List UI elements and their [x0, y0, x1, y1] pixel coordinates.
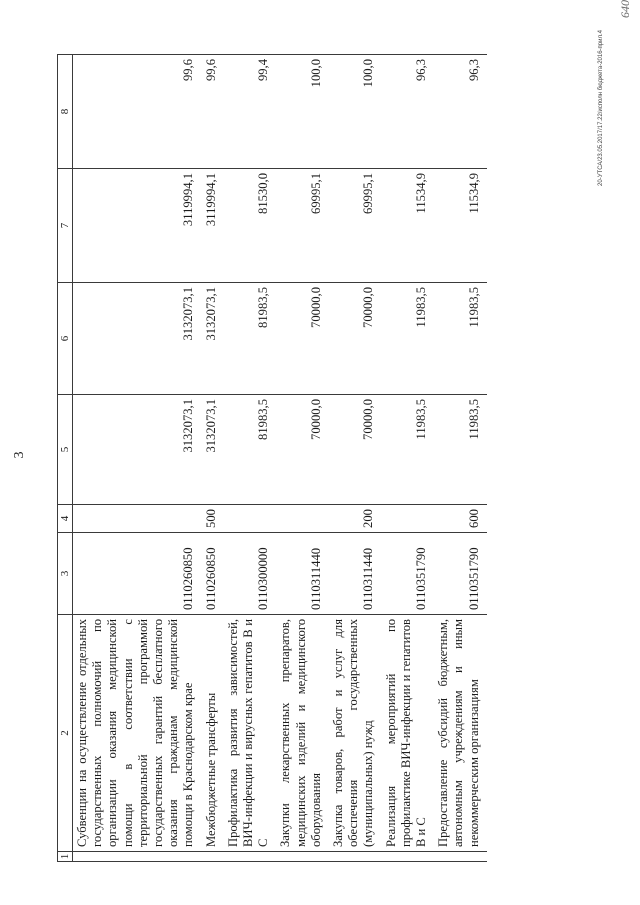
column-number: 5 [58, 395, 73, 505]
row-executed-cell: 11534,9 [382, 169, 435, 283]
column-number: 4 [58, 505, 73, 533]
row-vr-cell: 500 [202, 505, 224, 533]
column-number: 8 [58, 55, 73, 169]
row-approved-cell: 3132073,1 [73, 395, 202, 505]
row-name-cell: Субвенции на осуществление отдельных государственных полномочий по организации оказания медицинской помощи в соответствии с территориальной программой государственных гарантий бесплатного оказания гражданам медицинской помощи в Краснодарском крае [73, 615, 202, 852]
row-col1-cell [73, 852, 202, 862]
row-name-cell: Профилактика развития зависимостей, ВИЧ-инфекции и вирусных гепатитов В и С [224, 615, 277, 852]
table-row [382, 55, 435, 862]
row-approved-cell: 3132073,1 [202, 395, 224, 505]
column-number: 2 [58, 615, 73, 852]
row-col1-cell [276, 852, 329, 862]
row-code-cell: 0110311440 [276, 533, 329, 615]
row-approved-cell: 81983,5 [224, 395, 277, 505]
row-approved-cell: 70000,0 [276, 395, 329, 505]
row-code-cell: 0110300000 [224, 533, 277, 615]
row-approved-cell: 11983,5 [434, 395, 487, 505]
row-plan-cell: 3132073,1 [202, 283, 224, 395]
row-percent-cell: 100,0 [329, 55, 382, 169]
row-vr-cell [382, 505, 435, 533]
row-plan-cell: 81983,5 [224, 283, 277, 395]
row-percent-cell: 99,6 [73, 55, 202, 169]
row-approved-cell: 70000,0 [329, 395, 382, 505]
row-vr-cell: 200 [329, 505, 382, 533]
row-code-cell: 0110351790 [382, 533, 435, 615]
row-executed-cell: 3119994,1 [202, 169, 224, 283]
row-percent-cell: 96,3 [382, 55, 435, 169]
row-col1-cell [224, 852, 277, 862]
row-plan-cell: 70000,0 [276, 283, 329, 395]
row-vr-cell: 600 [434, 505, 487, 533]
footer-note: 20-УТСА/23.05.2017/17.22/исполн бюджета-2016-прил.4 [598, 30, 604, 186]
column-number: 3 [58, 533, 73, 615]
corner-page-number: 640 [618, 0, 632, 18]
column-number: 1 [58, 852, 73, 862]
column-number-row [58, 55, 73, 862]
table-row [73, 55, 202, 862]
row-executed-cell: 69995,1 [329, 169, 382, 283]
table-row [276, 55, 329, 862]
row-code-cell: 0110260850 [202, 533, 224, 615]
row-percent-cell: 99,4 [224, 55, 277, 169]
row-executed-cell: 69995,1 [276, 169, 329, 283]
row-approved-cell: 11983,5 [382, 395, 435, 505]
row-code-cell: 0110351790 [434, 533, 487, 615]
row-code-cell: 0110260850 [73, 533, 202, 615]
row-executed-cell: 81530,0 [224, 169, 277, 283]
row-code-cell: 0110311440 [329, 533, 382, 615]
row-executed-cell: 11534,9 [434, 169, 487, 283]
row-percent-cell: 99,6 [202, 55, 224, 169]
row-percent-cell: 96,3 [434, 55, 487, 169]
row-percent-cell: 100,0 [276, 55, 329, 169]
table-body [58, 55, 487, 862]
row-vr-cell [73, 505, 202, 533]
row-name-cell: Межбюджетные трансферты [202, 615, 224, 852]
row-executed-cell: 3119994,1 [73, 169, 202, 283]
budget-execution-table [57, 54, 487, 862]
row-plan-cell: 11983,5 [434, 283, 487, 395]
column-number: 6 [58, 283, 73, 395]
row-name-cell: Закупка товаров, работ и услуг для обеспечения государственных (муниципальных) нужд [329, 615, 382, 852]
row-name-cell: Реализация мероприятий по профилактике ВИЧ-инфекции и гепатитов В и С [382, 615, 435, 852]
row-vr-cell [276, 505, 329, 533]
table-row [224, 55, 277, 862]
row-vr-cell [224, 505, 277, 533]
table-row [434, 55, 487, 862]
table-row [329, 55, 382, 862]
row-name-cell: Закупки лекарственных препаратов, медицинских изделий и медицинского оборудования [276, 615, 329, 852]
row-plan-cell: 3132073,1 [73, 283, 202, 395]
page-number: 3 [12, 451, 27, 459]
table-row [202, 55, 224, 862]
row-col1-cell [382, 852, 435, 862]
column-number: 7 [58, 169, 73, 283]
row-col1-cell [329, 852, 382, 862]
row-plan-cell: 11983,5 [382, 283, 435, 395]
row-plan-cell: 70000,0 [329, 283, 382, 395]
row-col1-cell [434, 852, 487, 862]
row-name-cell: Предоставление субсидий бюджетным, автономным учреждениям и иным некоммерческим организациям [434, 615, 487, 852]
row-col1-cell [202, 852, 224, 862]
